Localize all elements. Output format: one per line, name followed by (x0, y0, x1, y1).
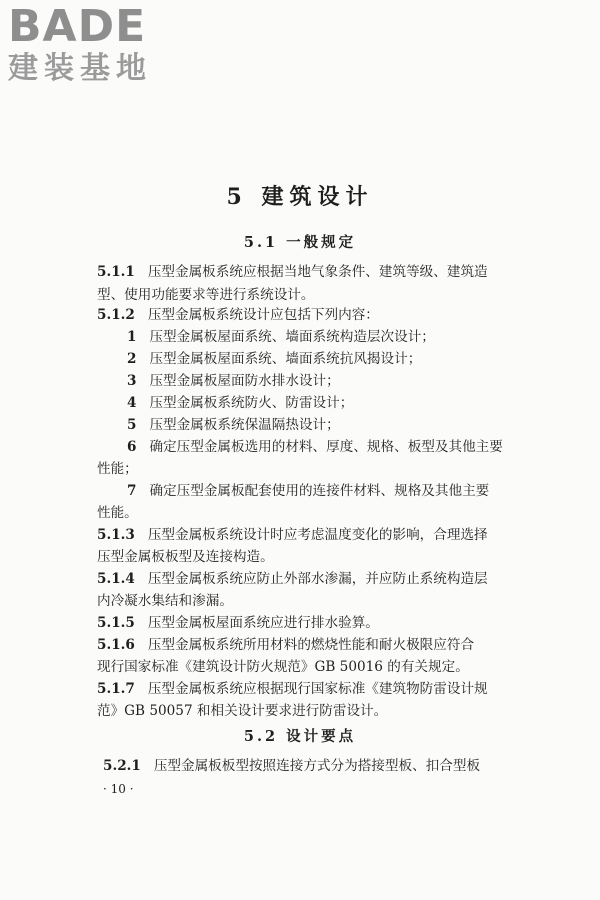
text-line: 型、使用功能要求等进行系统设计。 (97, 287, 315, 303)
text-line: 性能。 (97, 505, 138, 521)
text-line: 5.1.7 压型金属板系统应根据现行国家标准《建筑物防雷设计规 (97, 681, 488, 697)
logo-subtitle: 建装基地 (8, 51, 152, 86)
section-title-5-2: 5.2 设计要点 (243, 728, 357, 745)
section-title-5-1: 5.1 一般规定 (243, 234, 357, 251)
page-number: · 10 · (103, 782, 134, 796)
text-line: 现行国家标准《建筑设计防火规范》GB 50016 的有关规定。 (97, 659, 469, 675)
text-line: 范》GB 50057 和相关设计要求进行防雷设计。 (97, 703, 388, 719)
text-line: 5.1.1 压型金属板系统应根据当地气象条件、建筑等级、建筑造 (97, 264, 488, 280)
text-line: 7 确定压型金属板配套使用的连接件材料、规格及其他主要 (127, 483, 490, 499)
text-line: 2 压型金属板屋面系统、墙面系统抗风揭设计； (127, 351, 422, 367)
text-line: 性能； (97, 461, 138, 477)
text-line: 3 压型金属板屋面防水排水设计； (127, 373, 340, 389)
chapter-title: 5 建筑设计 (226, 184, 374, 210)
text-line: 压型金属板板型及连接构造。 (97, 549, 274, 565)
logo-brand: BADE (8, 1, 147, 52)
text-line: 5.1.2 压型金属板系统设计应包括下列内容： (97, 307, 379, 323)
text-line: 5.1.3 压型金属板系统设计时应考虑温度变化的影响，合理选择 (97, 527, 488, 543)
text-line: 5.1.5 压型金属板屋面系统应进行排水验算。 (97, 615, 379, 631)
text-line: 4 压型金属板系统防火、防雷设计； (127, 395, 354, 411)
text-line: 6 确定压型金属板选用的材料、厚度、规格、板型及其他主要 (127, 439, 503, 455)
text-line: 内冷凝水集结和渗漏。 (97, 593, 233, 609)
text-line: 5.1.6 压型金属板系统所用材料的燃烧性能和耐火极限应符合 (97, 637, 475, 653)
bade-logo (8, 1, 178, 88)
text-line: 5.2.1 压型金属板板型按照连接方式分为搭接型板、扣合型板 (103, 758, 481, 774)
text-line: 1 压型金属板屋面系统、墙面系统构造层次设计； (127, 329, 435, 345)
text-line: 5 压型金属板系统保温隔热设计； (127, 417, 340, 433)
text-line: 5.1.4 压型金属板系统应防止外部水渗漏，并应防止系统构造层 (97, 571, 488, 587)
